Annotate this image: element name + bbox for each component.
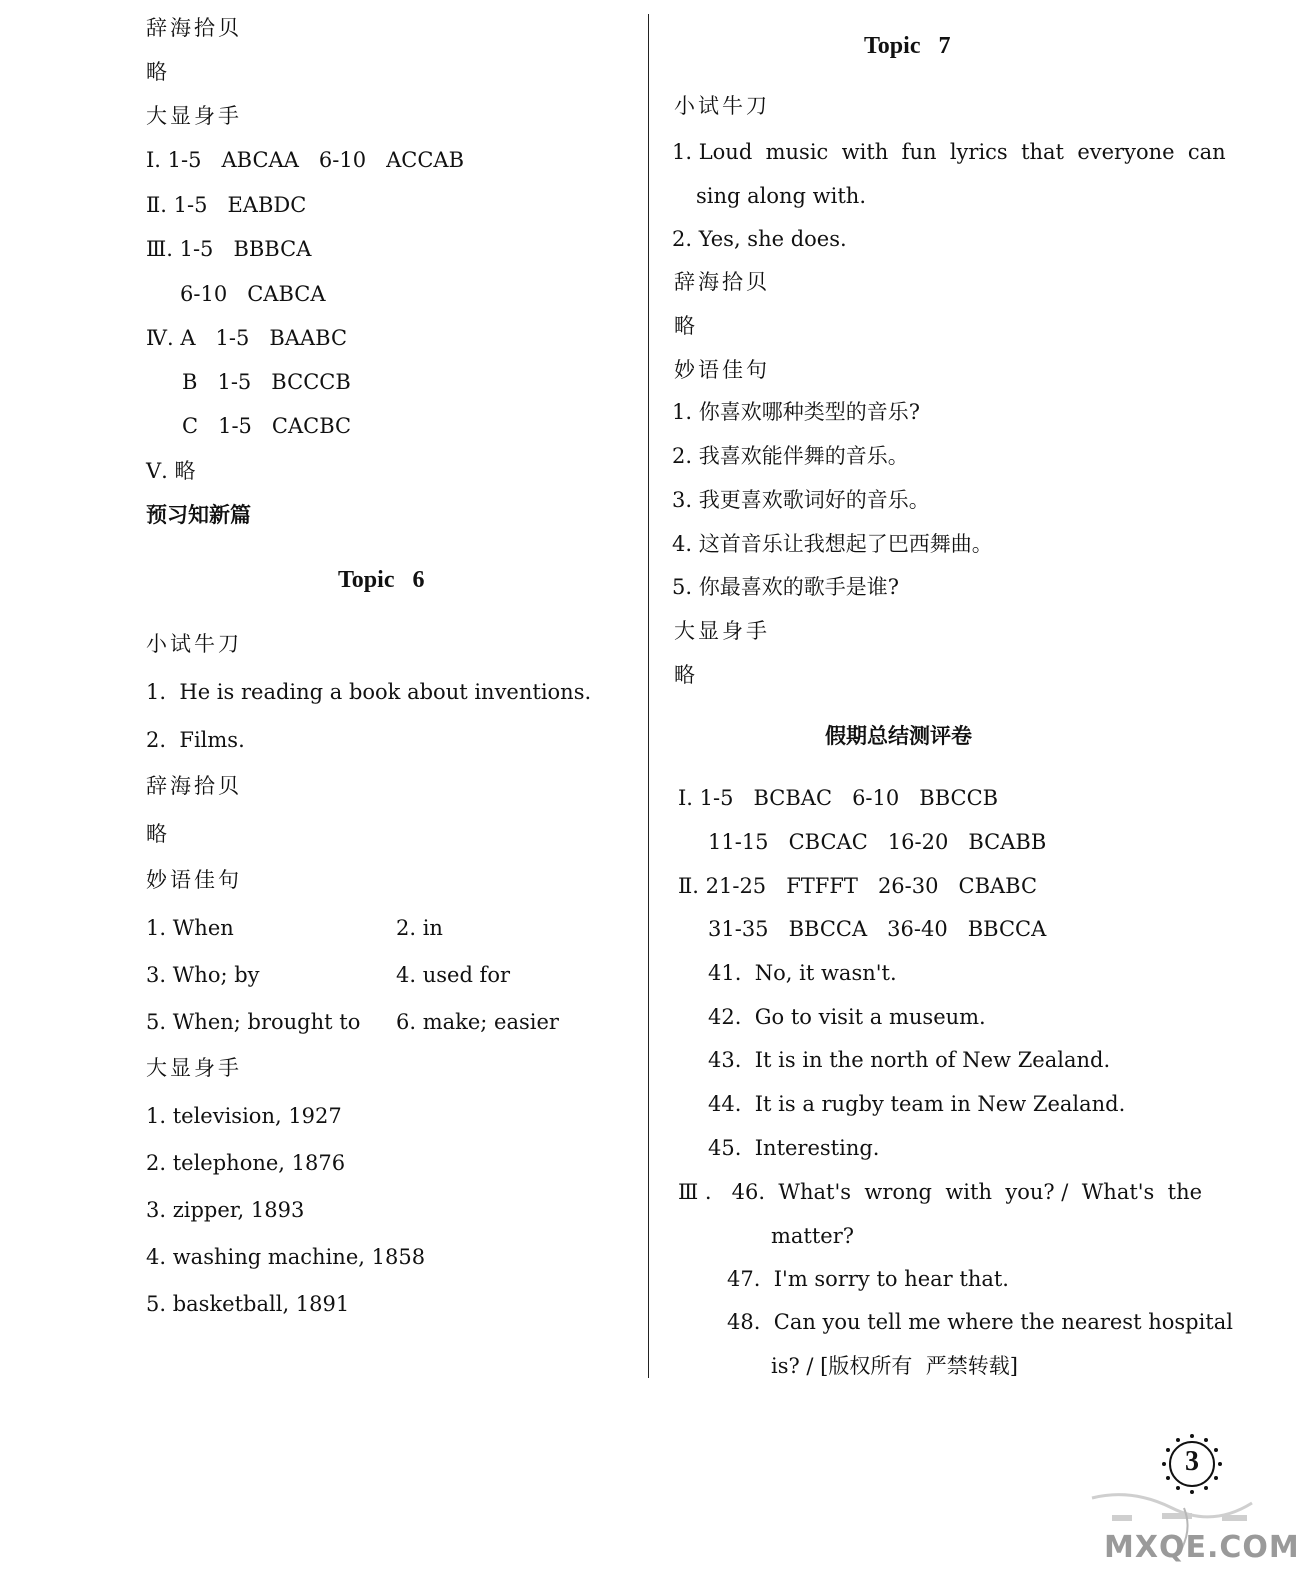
section-heading: 辞海拾贝 (146, 774, 242, 798)
answer-line: C 1-5 CACBC (182, 414, 352, 438)
answer-line: Ⅲ. 1-5 BBBCA (146, 237, 312, 261)
section-heading: 辞海拾贝 (146, 16, 242, 40)
section-heading: 小试牛刀 (674, 94, 770, 118)
answer-line: 1. 你喜欢哪种类型的音乐? (672, 400, 920, 424)
section-heading: 小试牛刀 (146, 632, 242, 656)
answer-line: 5. 你最喜欢的歌手是谁? (672, 575, 899, 599)
section-heading: 妙语佳句 (674, 358, 770, 382)
answer-line: 2. telephone, 1876 (146, 1151, 346, 1175)
answer-line: 1. He is reading a book about inventions. (146, 680, 592, 704)
answer-line: 41. No, it wasn't. (708, 961, 897, 985)
section-heading: 大显身手 (146, 104, 242, 128)
topic-title: Topic 7 (864, 33, 951, 59)
answer-line: Ⅱ. 21-25 FTFFT 26-30 CBABC (678, 874, 1038, 898)
page-number-badge (1160, 1432, 1224, 1496)
answer-line: 43. It is in the north of New Zealand. (708, 1048, 1111, 1072)
answer-line: 略 (146, 822, 167, 846)
part-heading: 预习知新篇 (146, 503, 251, 527)
answer-line: Ⅰ. 1-5 BCBAC 6-10 BBCCB (678, 786, 999, 810)
topic-title: Topic 6 (338, 567, 425, 593)
answer-line: 45. Interesting. (708, 1136, 880, 1160)
answer-line: B 1-5 BCCCB (182, 370, 351, 394)
answer-line: 略 (146, 60, 167, 84)
column-divider (648, 14, 649, 1378)
answer-line: 1. Loud music with fun lyrics that everyone can (672, 140, 1226, 164)
answer-line: sing along with. (696, 184, 866, 208)
answer-line: 3. 我更喜欢歌词好的音乐。 (672, 488, 930, 512)
answer-line: 4. 这首音乐让我想起了巴西舞曲。 (672, 532, 993, 556)
answer-line: 2. Films. (146, 728, 245, 752)
answer-line: 1. television, 1927 (146, 1104, 342, 1128)
watermark-text: MXQE.COM (1104, 1530, 1300, 1565)
answer-line: is? / [版权所有 严禁转载] (771, 1354, 1018, 1378)
answer-line: Ⅴ. 略 (146, 459, 196, 483)
answer-line: 2. Yes, she does. (672, 227, 847, 251)
answer-line: 略 (674, 663, 695, 687)
answer-cell: 6. make; easier (396, 1010, 559, 1034)
section-heading: 大显身手 (146, 1056, 242, 1080)
section-heading: 妙语佳句 (146, 868, 242, 892)
answer-line: Ⅲ . 46. What's wrong with you? / What's the (678, 1180, 1203, 1204)
answer-line: 2. 我喜欢能伴舞的音乐。 (672, 444, 909, 468)
section-heading: 辞海拾贝 (674, 270, 770, 294)
part-heading: 假期总结测评卷 (825, 724, 972, 748)
answer-line: 11-15 CBCAC 16-20 BCABB (708, 830, 1047, 854)
answer-line: 略 (674, 314, 695, 338)
answer-cell: 4. used for (396, 963, 511, 987)
answer-line: matter? (771, 1224, 855, 1248)
answer-line: 5. basketball, 1891 (146, 1292, 350, 1316)
section-heading: 大显身手 (674, 619, 770, 643)
answer-line: Ⅱ. 1-5 EABDC (146, 193, 307, 217)
answer-line: 48. Can you tell me where the nearest hospital (727, 1310, 1233, 1334)
page-number: 3 (1185, 1446, 1199, 1477)
answer-line: 6-10 CABCA (180, 282, 326, 306)
answer-cell: 1. When (146, 916, 234, 940)
answer-line: 44. It is a rugby team in New Zealand. (708, 1092, 1126, 1116)
answer-line: 4. washing machine, 1858 (146, 1245, 426, 1269)
answer-line: 31-35 BBCCA 36-40 BBCCA (708, 917, 1047, 941)
answer-cell: 3. Who; by (146, 963, 260, 987)
answer-line: Ⅰ. 1-5 ABCAA 6-10 ACCAB (146, 148, 465, 172)
answer-line: 47. I'm sorry to hear that. (727, 1267, 1009, 1291)
answer-line: 3. zipper, 1893 (146, 1198, 305, 1222)
answer-cell: 2. in (396, 916, 443, 940)
answer-line: Ⅳ. A 1-5 BAABC (146, 326, 348, 350)
answer-cell: 5. When; brought to (146, 1010, 361, 1034)
answer-line: 42. Go to visit a museum. (708, 1005, 986, 1029)
